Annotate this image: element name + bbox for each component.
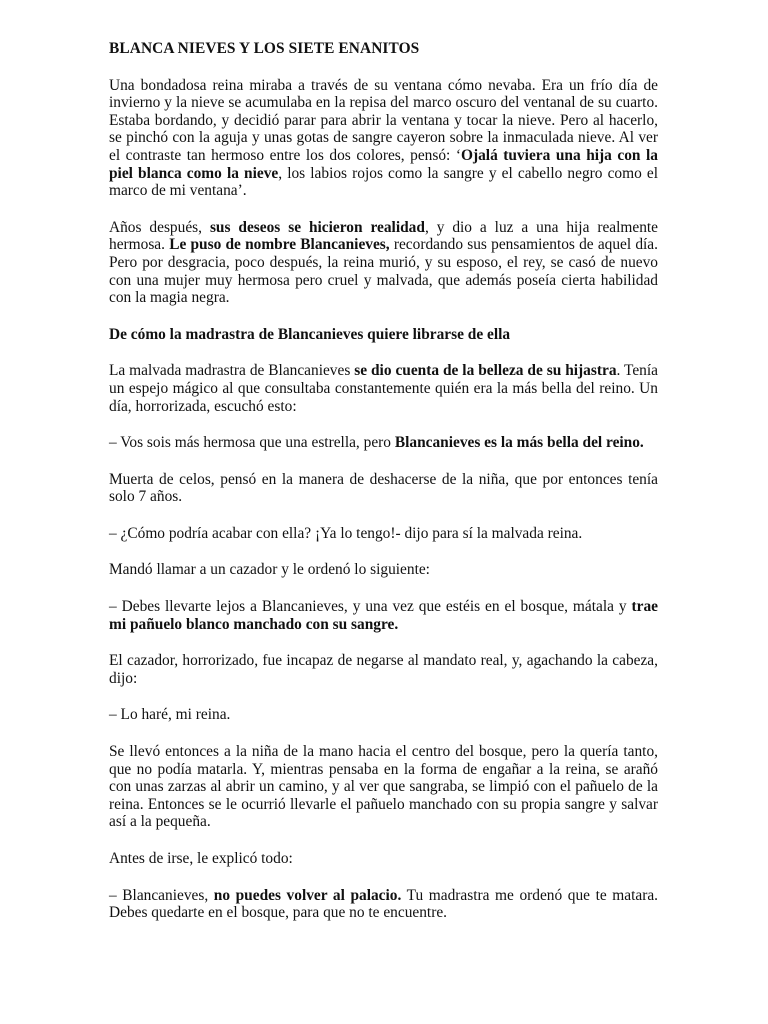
paragraph-2-text-c: , y dio a luz a una hija realmente hermosa. bbox=[109, 218, 658, 254]
paragraph-13-bold: no puedes volver al palacio. bbox=[213, 886, 402, 904]
document-page bbox=[109, 40, 658, 941]
paragraph-2-text-a: Años después, bbox=[109, 218, 210, 236]
paragraph-9: El cazador, horrorizado, fue incapaz de negarse al mandato real, y, agachando la cabeza, dijo: bbox=[109, 652, 658, 687]
paragraph-2-bold-d: Le puso de nombre Blancanieves, bbox=[169, 236, 390, 254]
paragraph-8-bold: trae mi pañuelo blanco manchado con su sangre. bbox=[109, 598, 658, 633]
paragraph-3 bbox=[109, 362, 658, 415]
paragraph-13 bbox=[109, 887, 658, 922]
paragraph-8-text-a: – Debes llevarte lejos a Blancanieves, y una vez que estéis en el bosque, mátala y bbox=[109, 598, 632, 616]
paragraph-1-text-c: , los labios rojos como la sangre y el cabello negro como el marco de mi ventana’. bbox=[109, 164, 658, 200]
paragraph-12: Antes de irse, le explicó todo: bbox=[109, 850, 293, 867]
paragraph-7: Mandó llamar a un cazador y le ordenó lo siguiente: bbox=[109, 561, 430, 579]
paragraph-5: Muerta de celos, pensó en la manera de deshacerse de la niña, que por entonces tenía solo 7 años. bbox=[109, 470, 658, 506]
paragraph-4 bbox=[109, 434, 658, 452]
paragraph-6: – ¿Cómo podría acabar con ella? ¡Ya lo tengo!- dijo para sí la malvada reina. bbox=[109, 524, 583, 542]
document-title: BLANCA NIEVES Y LOS SIETE ENANITOS bbox=[109, 40, 420, 57]
paragraph-1-text-a: Una bondadosa reina miraba a través de su ventana cómo nevaba. Era un frío día de invierno y la nieve se acumulaba en la repisa del marco oscuro del ventanal de su cuarto. Estaba bordando, y decidió parar para abrir la ventana y tocar la nieve. Pero al hacerlo, se pinchó con la aguja y unas gotas de sangre cayeron sobre la inmaculada nieve. Al ver el contraste tan hermoso entre los dos colores, pensó: ‘ bbox=[109, 76, 658, 164]
paragraph-4-bold: Blancanieves es la más bella del reino. bbox=[394, 434, 644, 452]
paragraph-3-text-a: La malvada madrastra de Blancanieves bbox=[109, 362, 355, 380]
paragraph-1-bold: Ojalá tuviera una hija con la piel blanca como la nieve bbox=[109, 146, 658, 182]
section-subheading: De cómo la madrastra de Blancanieves quiere librarse de ella bbox=[109, 325, 511, 343]
paragraph-1 bbox=[109, 77, 658, 200]
paragraph-3-bold: se dio cuenta de la belleza de su hijastra bbox=[354, 362, 617, 380]
paragraph-2-bold-b: sus deseos se hicieron realidad bbox=[209, 218, 425, 236]
paragraph-2-text-e: recordando sus pensamientos de aquel día. Pero por desgracia, poco después, la reina murió, y su esposo, el rey, se casó de nuevo con una mujer muy hermosa pero cruel y malvada, que además poseía cierta habilidad con la magia negra. bbox=[109, 236, 658, 307]
paragraph-2 bbox=[109, 219, 658, 307]
paragraph-10: – Lo haré, mi reina. bbox=[109, 706, 231, 724]
paragraph-13-text-c: Tu madrastra me ordenó que te matara. Debes quedarte en el bosque, para que no te encuentre. bbox=[109, 886, 658, 922]
paragraph-4-text-a: – Vos sois más hermosa que una estrella, pero bbox=[109, 434, 395, 452]
paragraph-13-text-a: – Blancanieves, bbox=[109, 886, 214, 904]
paragraph-8 bbox=[109, 598, 658, 633]
paragraph-11: Se llevó entonces a la niña de la mano hacia el centro del bosque, pero la quería tanto, que no podía matarla. Y, mientras pensaba en la forma de engañar a la reina, se arañó con unas zarzas al abrir un camino, y al ver que sangraba, se limpió con el pañuelo de la reina. Entonces se le ocurrió llevarle el pañuelo manchado con su propia sangre y salvar así a la pequeña. bbox=[109, 743, 658, 831]
paragraph-3-text-c: . Tenía un espejo mágico al que consultaba constantemente quién era la más bella del reino. Un día, horrorizada, escuchó esto: bbox=[109, 362, 658, 415]
